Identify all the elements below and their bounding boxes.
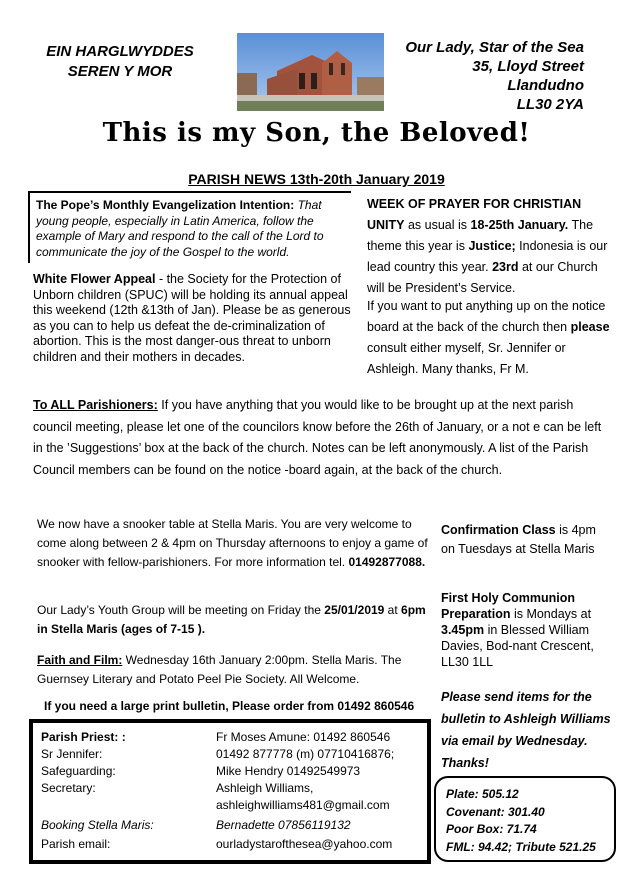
- parishioners-notice: [33, 395, 613, 481]
- communion-time: 3.45pm: [441, 623, 485, 637]
- welsh-name-line1: EIN HARGLWYDDES: [46, 43, 194, 60]
- address-line4: LL30 2YA: [516, 96, 584, 113]
- pope-intention-body: That young people, especially in Latin America, follow the example of Mary and respond to the call of the Lord to communicate the joy of the Gospel to the world.: [36, 198, 324, 259]
- contact-value-email[interactable]: ourladystarofthesea@yahoo.com: [216, 837, 393, 851]
- week-text-2: The theme this year is: [367, 218, 594, 253]
- faith-film-notice: [37, 651, 435, 689]
- collection-covenant: Covenant: 301.40: [446, 804, 545, 819]
- welsh-name-line2: SEREN Y MOR: [67, 63, 173, 80]
- confirmation-heading: Confirmation Class: [441, 523, 556, 537]
- pope-intention-heading: The Pope’s Monthly Evangelization Intention:: [36, 198, 295, 212]
- contact-label-safeguarding: Safeguarding:: [41, 764, 116, 778]
- address-line2: 35, Lloyd Street: [472, 58, 584, 75]
- communion-heading: First Holy Communion Preparation: [441, 591, 576, 621]
- parishioners-heading: To ALL Parishioners:: [33, 398, 158, 412]
- collection-poor-box: Poor Box: 71.74: [446, 822, 537, 836]
- contact-value-booking: Bernadette 07856119132: [216, 818, 351, 832]
- contact-value-secretary: Ashleigh Williams,: [216, 781, 314, 795]
- board-text-1: If you want to put anything up on the notice board at the back of the church then: [367, 299, 606, 334]
- week-dates: 18-25th January.: [470, 218, 569, 232]
- confirmation-body: is 4pm on Tuesdays at Stella Maris: [441, 523, 596, 556]
- collection-plate: Plate: 505.12: [446, 787, 519, 801]
- week-of-prayer: [367, 194, 611, 299]
- church-address: [398, 38, 584, 114]
- confirmation-class: [441, 521, 611, 559]
- week-text-3: Indonesia is our lead country this year.: [367, 239, 608, 274]
- contacts-box: [29, 719, 431, 864]
- first-communion: [441, 590, 611, 670]
- snooker-notice: [37, 515, 435, 572]
- snooker-body: We now have a snooker table at Stella Maris. You are very welcome to come along between 2 & 4pm on Thursday afternoons to enjoy a game of snooker with fellow-parishioners. For more information tel.: [37, 517, 428, 569]
- film-body: Wednesday 16th January 2:00pm. Stella Maris. The Guernsey Literary and Potato Peel Pie Society. All Welcome.: [37, 653, 402, 686]
- youth-text-2: at: [384, 603, 402, 617]
- notice-board: [367, 296, 611, 380]
- communion-text-1: is Mondays at: [510, 607, 592, 621]
- address-line3: Llandudno: [507, 77, 584, 94]
- week-text-1: as usual is: [404, 218, 471, 232]
- contact-label-booking: Booking Stella Maris:: [41, 818, 154, 832]
- white-flower-heading: White Flower Appeal: [33, 272, 156, 286]
- pope-intention-box: [28, 191, 351, 263]
- send-items-notice: Please send items for the bulletin to Ashleigh Williams via email by Wednesday. Thanks!: [441, 690, 611, 770]
- parish-news-title: PARISH NEWS 13th-20th January 2019: [188, 171, 445, 187]
- collections-box: [434, 776, 616, 862]
- white-flower-appeal: [33, 272, 355, 365]
- week-day: 23rd: [492, 260, 519, 274]
- contact-value-jennifer: 01492 877778 (m) 07710416876;: [216, 747, 395, 761]
- communion-text-2: in Blessed William Davies, Bod-nant Crescent, LL30 1LL: [441, 623, 594, 669]
- contact-value-secretary-email[interactable]: ashleighwilliams481@gmail.com: [216, 798, 390, 812]
- collection-fml: FML: 94.42; Tribute 521.25: [446, 839, 596, 854]
- contact-value-safeguarding: Mike Hendry 01492549973: [216, 764, 361, 778]
- youth-time: 6pm in Stella Maris (ages of 7-15 ).: [37, 603, 426, 636]
- week-text-4: at our Church will be President’s Service.: [367, 260, 598, 295]
- board-please: please: [570, 320, 610, 334]
- contact-label-email: Parish email:: [41, 837, 111, 851]
- parishioners-body: If you have anything that you would like to be brought up at the next parish council meeting, please let one of the councilors know before the 26th of January, or a not e can be left in the ’Suggestions’ box at the back of the church. Notes can be left anonymously. A list of the Parish Council members can be found on the notice -board again, at the back of the church.: [33, 398, 602, 477]
- week-heading: WEEK OF PRAYER FOR CHRISTIAN UNITY: [367, 197, 582, 232]
- snooker-tel: 01492877088.: [348, 555, 426, 569]
- large-print-notice: If you need a large print bulletin, Please order from 01492 860546: [44, 699, 415, 713]
- church-photo: [237, 33, 384, 111]
- youth-group-notice: [37, 601, 435, 639]
- youth-text-1: Our Lady’s Youth Group will be meeting on Friday the: [37, 603, 325, 617]
- page-title: This is my Son, the Beloved!: [102, 118, 531, 148]
- contact-label-secretary: Secretary:: [41, 781, 96, 795]
- youth-date: 25/01/2019: [324, 603, 385, 617]
- contact-label-jennifer: Sr Jennifer:: [41, 747, 103, 761]
- address-line1: Our Lady, Star of the Sea: [405, 39, 584, 56]
- film-heading: Faith and Film:: [37, 653, 123, 667]
- contact-label-priest: Parish Priest: :: [41, 730, 126, 744]
- contact-value-priest: Fr Moses Amune: 01492 860546: [216, 730, 391, 744]
- board-text-2: consult either myself, Sr. Jennifer or Ashleigh. Many thanks, Fr M.: [367, 341, 566, 376]
- week-theme: Justice;: [468, 239, 516, 253]
- welsh-church-name: [40, 42, 200, 82]
- white-flower-body: - the Society for the Protection of Unborn children (SPUC) will be holding its annual appeal this weekend (12th &13th of Jan). Please be as generous as you can to help us defeat the de-criminalization of abortion. This is the most danger-ous threat to unborn children and their mothers in decades.: [33, 272, 351, 364]
